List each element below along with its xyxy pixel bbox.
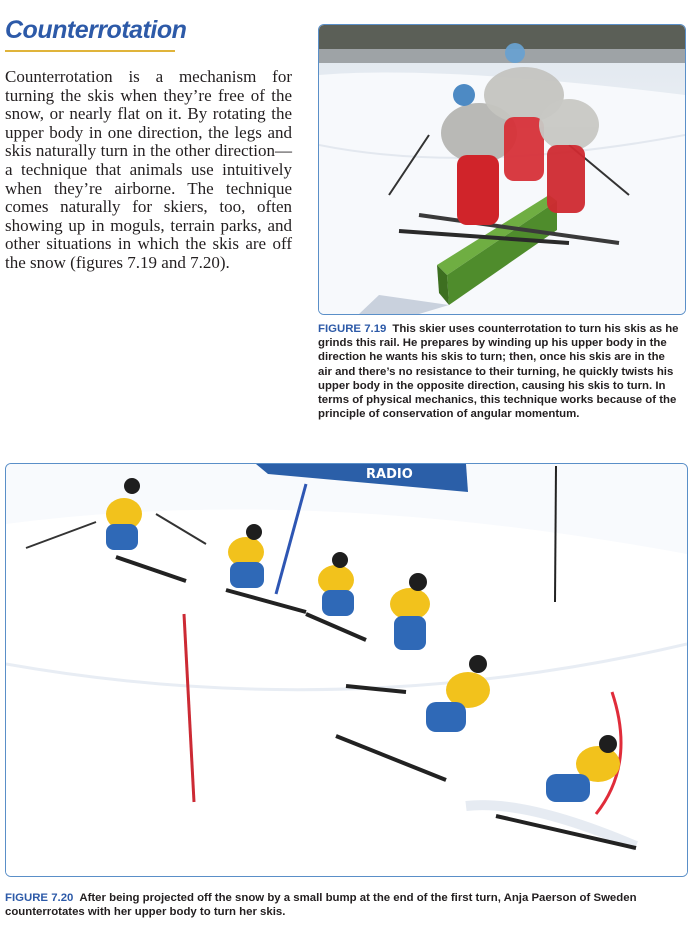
figure-7-19-caption-text: This skier uses counterrotation to turn his skis as he grinds this rail. He prepares by winding up his upper body in the direction he wants his skis to turn; then, once his skis are in the air and there’s no resistance to their turning, he quickly twists his upper body in the opposite direction, causing his skis to turn. In terms of physical mechanics, this technique works because of the principle of conservation of angular momentum. [318, 323, 679, 421]
figure-7-20-caption-text: After being projected off the snow by a small bump at the end of the first turn, Anja Paerson of Sweden counterrotates with her upper body to turn her skis. [5, 892, 637, 919]
section-body-text: Counterrotation is a mechanism for turning the skis when they’re free of the snow, or nearly flat on it. By rotating the upper body in one direction, the legs and skis naturally turn in the other direction—a technique that animals use intuitively when they’re airborne. The technique comes naturally for skiers, too, often showing up in moguls, terrain parks, and other situations in which the skis are off the snow (figures 7.19 and 7.20). [5, 67, 292, 272]
figure-7-20-caption [5, 891, 690, 919]
banner-text: RADIO [366, 467, 413, 482]
figure-7-19-label: FIGURE 7.19 [318, 323, 387, 335]
figure-7-19-photo [318, 24, 686, 315]
heading-underline [5, 50, 175, 52]
figure-7-20-photo [5, 463, 688, 877]
rail-skier-illustration [319, 25, 685, 314]
slalom-sequence-illustration [6, 464, 687, 876]
figure-7-19-caption [318, 322, 680, 421]
figure-7-20-label: FIGURE 7.20 [5, 892, 74, 904]
slalom-gate-dark [555, 466, 556, 602]
section-heading: Counterrotation [5, 16, 187, 44]
